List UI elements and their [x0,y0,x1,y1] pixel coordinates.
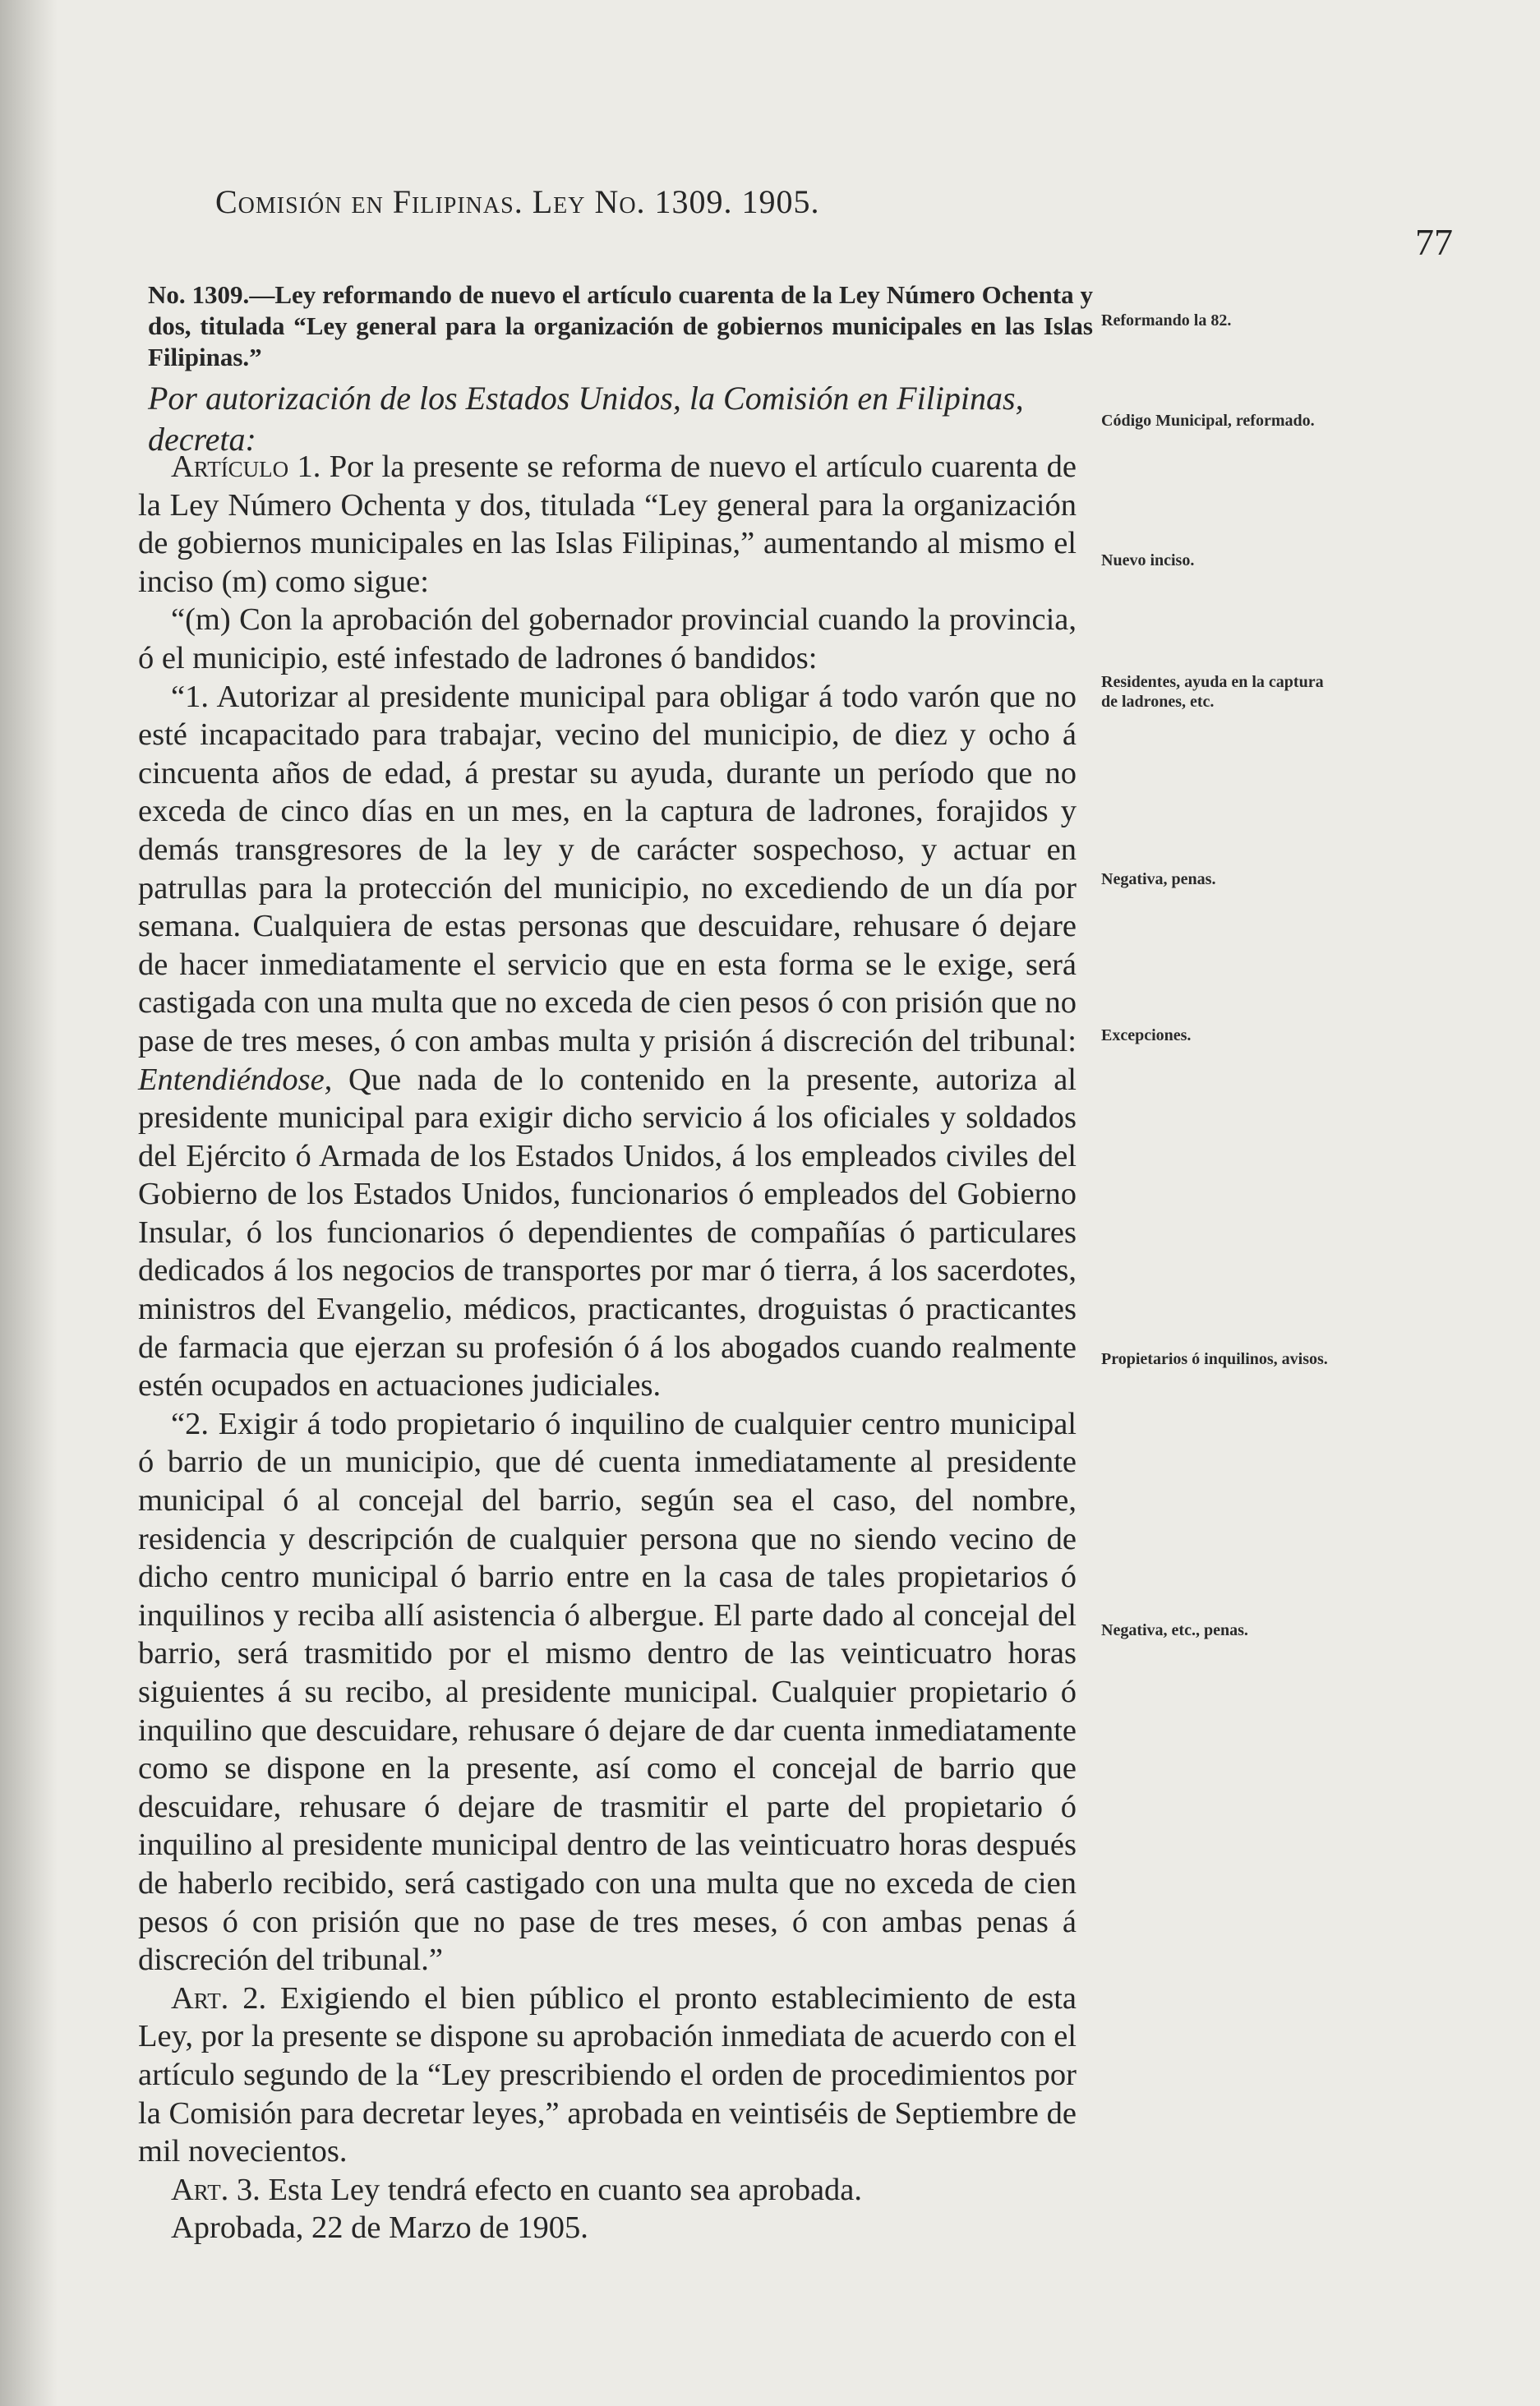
article-2-label: Art. 2. [171,1980,267,2016]
proviso-text: Que nada de lo contenido en la presente, autoriza al presidente municipal para exigir dicho servicio á los oficiales y soldados del Ejército ó Armada de los Estados Unidos, á los empleados civiles del Gobierno de los Estados Unidos, funcionarios ó empleados del Gobierno Insular, ó los funcionarios ó dependientes de compañías ó particulares dedicados á los negocios de transportes por mar ó tierra, á los sacerdotes, ministros del Evangelio, médicos, practicantes, droguistas ó practicantes de farmacia que ejerzan su profesión ó á los abogados cuando realmente estén ocupados en actuaciones judiciales. [138,1062,1077,1404]
article-2 [138,1980,1077,2171]
margin-note-negativa-etc: Negativa, etc., penas. [1101,1621,1248,1639]
law-number: No. 1309. [148,280,250,309]
article-3 [138,2171,1077,2210]
item-1 [138,678,1077,1405]
law-title-text: —Ley reformando de nuevo el artículo cuarenta de la Ley Número Ochenta y dos, titulada “Ley general para la organización de gobiernos municipales en las Islas Filipinas.” [148,280,1093,371]
law-title [148,279,1093,373]
article-2-text: Exigiendo el bien público el pronto establecimiento de esta Ley, por la presente se dispone su aprobación inmediata de acuerdo con el artículo segundo de la “Ley prescribiendo el orden de procedimientos por la Comisión para decretar leyes,” aprobada en veintiséis de Septiembre de mil novecientos. [138,1980,1077,2169]
margin-note-residentes: Residentes, ayuda en la captura de ladrones, etc. [1101,673,1324,711]
article-3-label: Art. 3. [171,2172,261,2207]
article-1-label: Artículo 1. [171,449,321,484]
book-spine-shadow [0,0,58,2406]
clause-m: “(m) Con la aprobación del gobernador provincial cuando la provincia, ó el municipio, esté infestado de ladrones ó bandidos: [138,602,1077,675]
margin-note-nuevo-inciso: Nuevo inciso. [1101,551,1195,569]
proviso-label: Entendiéndose, [138,1062,333,1097]
item-2: “2. Exigir á todo propietario ó inquilino de cualquier centro municipal ó barrio de un municipio, que dé cuenta inmediatamente al presidente municipal ó al concejal del barrio, según sea el caso, del nombre, residencia y descripción de cualquier persona que no siendo vecino de dicho centro municipal ó barrio entre en la casa de tales propietarios ó inquilinos y reciba allí asistencia ó albergue. El parte dado al concejal del barrio, será trasmitido por el mismo dentro de las veinticuatro horas siguientes á su recibo, al presidente municipal. Cualquier propietario ó inquilino que descuidare, rehusare ó dejare de dar cuenta inmediatamente como se dispone en la presente, así como el concejal de barrio que descuidare, rehusare ó dejare de trasmitir el parte del propietario ó inquilino al presidente municipal dentro de las veinticuatro horas después de haberlo recibido, será castigado con una multa que no exceda de cien pesos ó con prisión que no pase de tres meses, ó con ambas penas á discreción del tribunal.” [138,1406,1077,1978]
margin-note-reformando: Reformando la 82. [1101,311,1232,330]
running-head: Comisión en Filipinas. Ley No. 1309. 1905. [215,183,820,220]
margin-note-codigo: Código Municipal, reformado. [1101,412,1315,430]
approval-date: Aprobada, 22 de Marzo de 1905. [171,2210,588,2246]
item-1-text: “1. Autorizar al presidente municipal para obligar á todo varón que no esté incapacitado para trabajar, vecino del municipio, de diez y ocho á cincuenta años de edad, á prestar su ayuda, durante un período que no exceda de cinco días en un mes, en la captura de ladrones, forajidos y demás transgresores de la ley y de carácter sospechoso, y actuar en patrullas para la protección del municipio, no excediendo de un día por semana. Cualquiera de estas personas que descuidare, rehusare ó dejare de hacer inmediatamente el servicio que en esta forma se le exige, será castigada con una multa que no exceda de cien pesos ó con prisión que no pase de tres meses, ó con ambas multa y prisión á discreción del tribunal: [138,679,1077,1058]
article-3-text: Esta Ley tendrá efecto en cuanto sea aprobada. [260,2172,863,2207]
enacting-clause: Por autorización de los Estados Unidos, la Comisión en Filipinas, decreta: [148,380,1024,458]
page-number: 77 [1415,221,1453,263]
article-1-text: Por la presente se reforma de nuevo el artículo cuarenta de la Ley Número Ochenta y dos, titulada “Ley general para la organización de gobiernos municipales en las Islas Filipinas,” aumentando al mismo el inciso (m) como sigue: [138,449,1077,599]
margin-note-propietarios: Propietarios ó inquilinos, avisos. [1101,1350,1328,1368]
margin-note-negativa-penas: Negativa, penas. [1101,870,1216,888]
article-1 [138,448,1077,601]
law-body [138,448,1077,2247]
margin-note-excepciones: Excepciones. [1101,1026,1192,1044]
